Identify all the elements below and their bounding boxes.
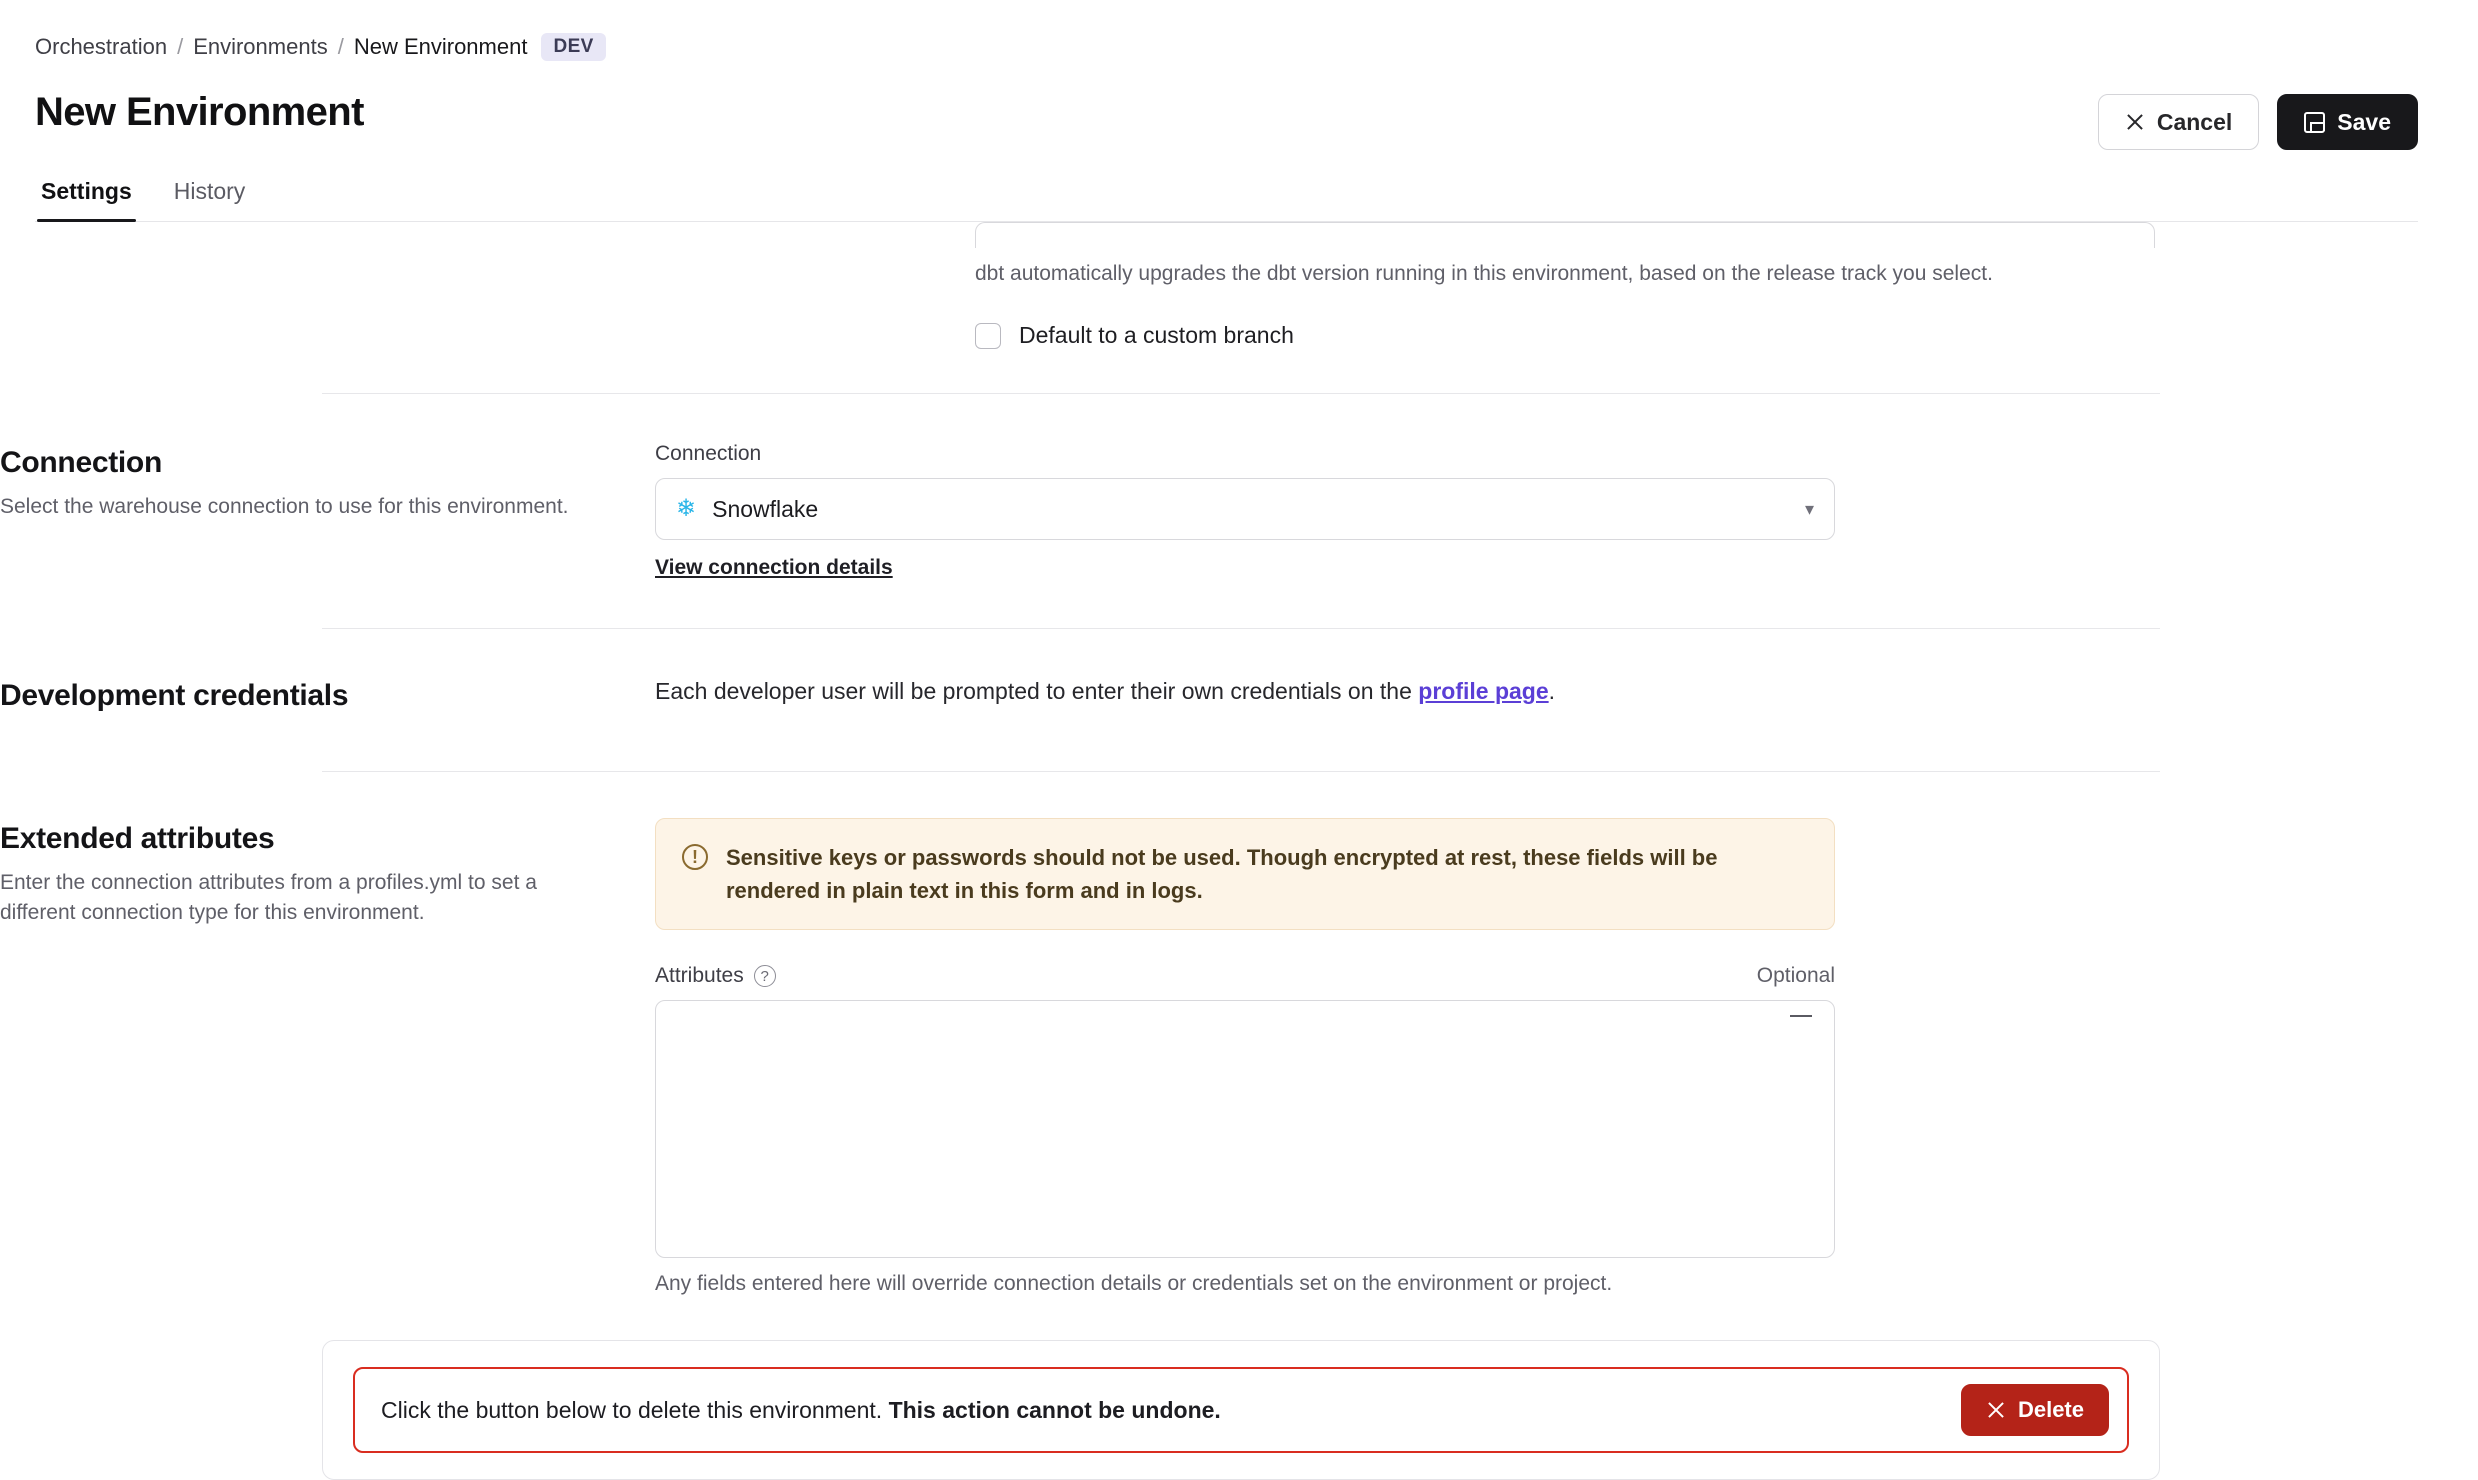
- close-icon: [1986, 1400, 2006, 1420]
- extended-attributes-info: [0, 818, 655, 1296]
- breadcrumb-item-environments[interactable]: Environments: [193, 34, 328, 59]
- chevron-down-icon: ▾: [1804, 498, 1814, 519]
- attributes-footer-note: Any fields entered here will override connection details or credentials set on the environment or project.: [655, 1272, 1613, 1295]
- connection-select[interactable]: [655, 478, 1835, 540]
- release-track-select[interactable]: [975, 222, 2155, 248]
- environment-type-badge: DEV: [541, 33, 605, 61]
- development-credentials-body: [655, 675, 1835, 725]
- breadcrumb-separator: /: [177, 34, 184, 59]
- development-credentials-text: [655, 675, 1835, 707]
- page-title: New Environment: [35, 90, 364, 134]
- connection-section-info: [0, 442, 655, 580]
- warning-icon: !: [682, 844, 708, 870]
- snowflake-icon: ❄: [676, 495, 697, 522]
- header-actions: [2098, 94, 2418, 150]
- title-row: [35, 90, 2418, 150]
- connection-selected-value: Snowflake: [712, 495, 819, 522]
- extended-attributes-title: Extended attributes: [0, 822, 275, 855]
- danger-zone-text-bold: This action cannot be undone.: [888, 1396, 1221, 1423]
- custom-branch-row: [975, 322, 2155, 349]
- development-credentials-info: [0, 675, 655, 725]
- tab-bar: [35, 178, 2418, 222]
- attributes-label: Attributes: [655, 964, 744, 987]
- dbt-version-helper-text: dbt automatically upgrades the dbt version running in this environment, based on the release track you select.: [975, 262, 1993, 285]
- danger-zone-text-normal: Click the button below to delete this environment.: [381, 1396, 889, 1423]
- custom-branch-label: Default to a custom branch: [1019, 322, 1294, 348]
- breadcrumb-item-current: New Environment: [353, 34, 528, 59]
- help-icon[interactable]: ?: [754, 965, 776, 987]
- development-credentials-section: [0, 629, 2418, 725]
- extended-attributes-description: Enter the connection attributes from a profiles.yml to set a different connection type for this environment.: [0, 871, 537, 925]
- tab-settings[interactable]: Settings: [37, 178, 136, 221]
- settings-content: [0, 222, 2478, 1480]
- custom-branch-checkbox[interactable]: [975, 323, 1001, 349]
- cancel-button[interactable]: [2098, 94, 2259, 150]
- tab-history[interactable]: History: [173, 178, 246, 204]
- sensitive-keys-warning: [655, 818, 1835, 930]
- attributes-label-group: [655, 964, 776, 988]
- connection-section-fields: [655, 442, 1835, 580]
- breadcrumb-item-orchestration[interactable]: Orchestration: [35, 34, 168, 59]
- connection-section: [0, 394, 2418, 580]
- breadcrumb-separator: /: [337, 34, 344, 59]
- connection-field-label: Connection: [655, 442, 762, 465]
- extended-attributes-body: [655, 818, 1835, 1296]
- breadcrumb: [35, 30, 2418, 64]
- attributes-optional-label: Optional: [1756, 964, 1835, 987]
- sensitive-keys-warning-text: Sensitive keys or passwords should not be used. Though encrypted at rest, these fields will be rendered in plain text in this form and in logs.: [726, 845, 1718, 903]
- collapse-icon[interactable]: [1790, 1015, 1812, 1017]
- save-button-label: Save: [2337, 108, 2391, 135]
- danger-zone-card: [322, 1340, 2160, 1480]
- cancel-button-label: Cancel: [2156, 108, 2233, 135]
- page-header: [0, 0, 2478, 222]
- view-connection-details-link[interactable]: View connection details: [655, 556, 893, 579]
- delete-button-label: Delete: [2017, 1397, 2084, 1422]
- development-credentials-text-after: .: [1548, 678, 1556, 704]
- attributes-editor[interactable]: [655, 1000, 1835, 1258]
- close-icon: [2125, 112, 2145, 132]
- dbt-version-section: [975, 222, 2155, 349]
- save-button[interactable]: [2277, 94, 2418, 150]
- profile-page-link[interactable]: profile page: [1418, 678, 1549, 704]
- danger-zone-banner: [353, 1367, 2129, 1453]
- connection-section-description: Select the warehouse connection to use for this environment.: [0, 495, 569, 518]
- connection-section-title: Connection: [0, 446, 162, 479]
- development-credentials-title: Development credentials: [0, 679, 349, 712]
- development-credentials-text-before: Each developer user will be prompted to enter their own credentials on the: [655, 678, 1419, 704]
- save-icon: [2304, 112, 2325, 133]
- attributes-header: [655, 964, 1835, 988]
- danger-zone-text: [381, 1397, 1221, 1424]
- delete-environment-button[interactable]: [1961, 1384, 2109, 1436]
- extended-attributes-section: [0, 772, 2418, 1296]
